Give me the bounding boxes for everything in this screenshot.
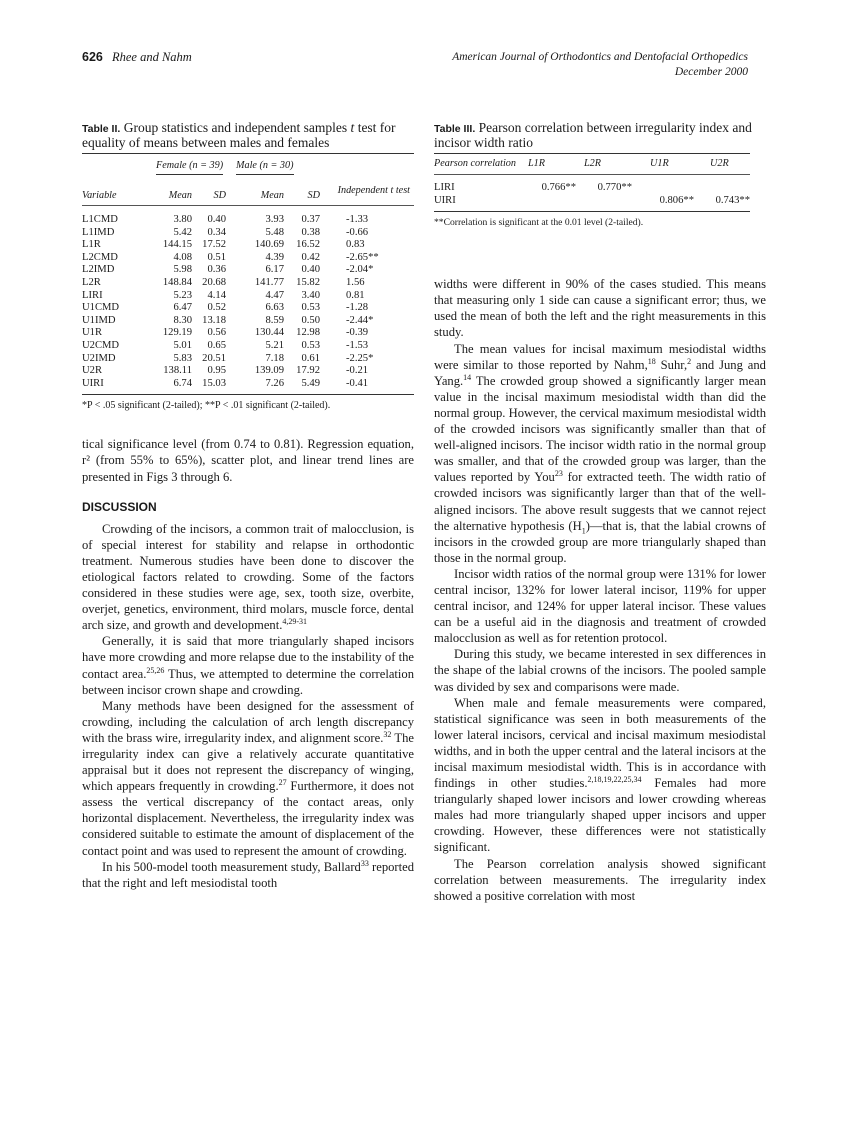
cell-value: 0.40 (207, 214, 226, 225)
table-2-body (82, 206, 414, 395)
cell-value: 8.59 (265, 314, 284, 326)
cell-value: 0.40 (301, 264, 320, 276)
cell-variable: U1R (82, 327, 103, 339)
left-column (82, 121, 414, 891)
cell-value: 5.01 (173, 339, 192, 351)
cell-value: 140.69 (254, 239, 284, 251)
cell-value: 6.47 (173, 302, 192, 314)
table-2-footnote: *P < .05 significant (2-tailed); **P < .01 significant (2-tailed). (82, 400, 331, 412)
cell-value: 0.38 (301, 226, 320, 238)
table-row (82, 264, 414, 277)
group-header-female: Female (n = 39) (156, 160, 223, 175)
cell-value: 12.98 (296, 327, 320, 339)
group-header-male: Male (n = 30) (236, 160, 294, 175)
table-row (82, 365, 414, 378)
cell-variable: UIRI (82, 377, 104, 389)
cell-value: 0.766** (541, 182, 576, 193)
cell-value: 0.34 (207, 226, 226, 238)
left-body-text (82, 436, 414, 891)
col-header-u1r: U1R (650, 158, 669, 169)
cell-value: 3.80 (173, 214, 192, 225)
table-3-footnote: **Correlation is significant at the 0.01 level (2-tailed). (434, 217, 644, 229)
cell-value: 138.11 (163, 365, 192, 377)
cell-variable: LIRI (434, 182, 455, 193)
cell-value: 20.68 (202, 276, 226, 288)
table-2 (82, 121, 414, 411)
col-header-female-sd: SD (213, 190, 226, 201)
cell-value: 0.50 (301, 314, 320, 326)
cell-variable: L2R (82, 276, 101, 288)
cell-value: 4.08 (173, 251, 192, 263)
cell-value: 17.52 (202, 239, 226, 251)
cell-value (576, 195, 632, 212)
col-header-l2r: L2R (584, 158, 601, 169)
cell-value: 0.42 (301, 251, 320, 263)
table-2-caption: Table II. Group statistics and independent samples t test for equality of means between males and females (82, 120, 396, 150)
cell-variable: LIRI (82, 289, 103, 301)
page-number: 626 (82, 50, 103, 64)
table-row (82, 239, 414, 252)
cell-variable: L1R (82, 239, 101, 251)
cell-value: 1.56 (346, 276, 365, 288)
col-header-variable: Variable (82, 190, 117, 201)
cell-value: 0.37 (301, 214, 320, 225)
cell-value: -0.66 (346, 226, 369, 238)
paragraph: In his 500-model tooth measurement study, Ballard$^{33}$ reported that the right and left mesiodistal tooth (82, 858, 414, 890)
paragraph: Incisor width ratios of the normal group were 131% for lower central incisor, 132% for lower lateral incisor, 119% for upper central incisor, and 124% for upper lateral incisor. These values can be a useful aid in the diagnosis and treatment of crowded malocclusion as well as for retention protocol. (434, 566, 766, 646)
col-header-female-mean: Mean (168, 190, 192, 201)
cell-value: 3.40 (301, 289, 320, 301)
cell-value: 5.48 (265, 226, 284, 238)
cell-value: 141.77 (254, 276, 284, 288)
cell-value: 0.95 (207, 365, 226, 377)
cell-value: 6.63 (265, 302, 284, 314)
cell-variable: L1CMD (82, 214, 118, 225)
table-3-grid (434, 153, 750, 212)
cell-value: 0.56 (207, 327, 226, 339)
table-row (82, 327, 414, 340)
cell-value: -2.44* (346, 314, 374, 326)
cell-value: 139.09 (254, 365, 284, 377)
cell-value: 8.30 (173, 314, 192, 326)
running-header-left (82, 50, 192, 65)
cell-value: 7.26 (265, 377, 284, 389)
table-2-grid (82, 153, 414, 395)
cell-value: 0.53 (301, 302, 320, 314)
cell-value: 0.770** (597, 182, 632, 193)
cell-value: 0.81 (346, 289, 365, 301)
cell-value: 0.806** (659, 194, 694, 206)
table-row (82, 206, 414, 227)
cell-value: 0.65 (207, 339, 226, 351)
cell-value: 5.98 (173, 264, 192, 276)
cell-variable: U2R (82, 365, 103, 377)
cell-value: -2.04* (346, 264, 374, 276)
cell-value: 4.47 (265, 289, 284, 301)
table-row (82, 353, 414, 366)
table-row (82, 378, 414, 395)
table-row (434, 175, 750, 195)
cell-value: 5.21 (265, 339, 284, 351)
cell-value: 5.83 (173, 352, 192, 364)
cell-value: 15.03 (202, 377, 226, 389)
table-row (82, 227, 414, 240)
cell-value: 0.36 (207, 264, 226, 276)
table-row (82, 277, 414, 290)
paragraph: During this study, we became interested in sex differences in the shape of the labial crowns of the incisors. The pooled sample was divided by sex and comparisons were made. (434, 647, 766, 694)
cell-variable: U2IMD (82, 352, 116, 364)
cell-value: 4.39 (265, 251, 284, 263)
cell-value: 6.74 (173, 377, 192, 389)
cell-value: 144.15 (162, 239, 192, 251)
table-row (434, 195, 750, 212)
cell-value: 4.14 (207, 289, 226, 301)
paragraph-continued: tical significance level (from 0.74 to 0.81). Regression equation, r² (from 55% to 65%), scatter plot, and linear trend lines are presented in Figs 3 through 6. (82, 437, 414, 484)
table-row (82, 252, 414, 265)
cell-value: 148.84 (162, 276, 192, 288)
table-row (82, 315, 414, 328)
section-heading-discussion: DISCUSSION (82, 499, 157, 514)
cell-value: 0.61 (301, 352, 320, 364)
cell-value: -1.33 (346, 214, 369, 225)
col-header-t-test: Independent t test (337, 184, 410, 196)
cell-value: -0.41 (346, 377, 369, 389)
cell-value: 0.53 (301, 339, 320, 351)
cell-value: -0.39 (346, 327, 369, 339)
cell-variable: L2CMD (82, 251, 118, 263)
cell-variable: UIRI (434, 194, 456, 206)
cell-value: 0.52 (207, 302, 226, 314)
paragraph-continued: widths were different in 90% of the cases studied. This means that measuring only 1 side can cause a significant error; thus, we used the mean of both the left and the right measurements in this study. (434, 277, 766, 340)
cell-value: 5.49 (301, 377, 320, 389)
paragraph: Many methods have been designed for the assessment of crowding, including the calculation of arch length discrepancy with the brass wire, irregularity index, and alignment score.$^{32}$ The irregularity index can give a relatively accurate quantitative appraisal but it does not represent the discrepancy of winging, which appears frequently in crowding.$^{27}$ Furthermore, it does not assess the vertical discrepancy of the contact areas, only horizontal displacement. Nevertheless, the irregularity index was considered suitable to estimate the amount of displacement of the contact point and was used to represent the amount of crowding. (82, 698, 414, 858)
cell-variable: U1IMD (82, 314, 116, 326)
paragraph: The mean values for incisal maximum mesiodistal widths were similar to those reported by Nahm,$^{18}$ Suhr,$^2$ and Jung and Yang.$^{14}$ The crowded group showed a significantly larger mean value in the incisal maximum mesiodistal width than did the normal group. However, the cervical maximum mesiodistal width of the crowded incisors was significantly smaller than that of well-aligned incisors. The incisor width ratio in the normal group was smaller, and that of the crowded group was larger, than the values reported by You$^{23}$ for extracted teeth. The width ratio of crowded incisors was significantly larger than that of the well-aligned incisors. The above result suggests that we cannot reject the alternative hypothesis $(H_1)—that$ is, that the labial crowns of incisors in the crowded group are more triangularly shaped than those in the normal group. (434, 341, 766, 565)
table-row (82, 290, 414, 303)
cell-value: 0.743** (715, 194, 750, 206)
table-3-caption: Table III. Pearson correlation between irregularity index and incisor width ratio (434, 120, 752, 150)
cell-value: -1.28 (346, 302, 369, 314)
cell-variable: L1IMD (82, 226, 115, 238)
col-header-pearson: Pearson correlation (434, 158, 516, 169)
cell-value: 7.18 (265, 352, 284, 364)
col-header-l1r: L1R (528, 158, 545, 169)
cell-value: 130.44 (254, 327, 284, 339)
paragraph: Crowding of the incisors, a common trait of malocclusion, is of special interest for stability and relapse in orthodontic treatment. Numerous studies have been done to discover the etiological factors related to crowding. Some of the factors considered in these studies were age, sex, tooth size, overbite, overjet, genetics, environment, third molars, muscle force, dental arch size, and growth and development.$^{4,29-31}$ (82, 521, 414, 633)
cell-value: 5.42 (173, 226, 192, 238)
cell-value (694, 175, 750, 195)
issue-date: December 2000 (674, 66, 748, 78)
table-3 (434, 121, 766, 228)
table-row (82, 302, 414, 315)
table-3-body (434, 175, 750, 212)
cell-value: -0.21 (346, 365, 369, 377)
cell-value: 129.19 (162, 327, 192, 339)
cell-value: 5.23 (173, 289, 192, 301)
col-header-u2r: U2R (710, 158, 729, 169)
col-header-male-sd: SD (307, 190, 320, 201)
table-row (82, 340, 414, 353)
right-column (434, 121, 766, 904)
cell-value: 0.51 (207, 251, 226, 263)
cell-value: 16.52 (296, 239, 320, 251)
cell-value (524, 195, 576, 212)
cell-value: -2.65** (346, 251, 379, 263)
right-body-text (434, 276, 766, 904)
cell-value: 17.92 (296, 365, 320, 377)
cell-variable: L2IMD (82, 264, 115, 276)
cell-value: 3.93 (265, 214, 284, 225)
cell-value: -1.53 (346, 339, 369, 351)
paragraph: The Pearson correlation analysis showed significant correlation between measurements. The irregularity index showed a positive correlation with most (434, 856, 766, 903)
cell-variable: U2CMD (82, 339, 120, 351)
cell-value: 20.51 (202, 352, 226, 364)
cell-value: 15.82 (296, 276, 320, 288)
running-header-right (452, 50, 748, 80)
running-authors: Rhee and Nahm (111, 50, 192, 64)
paragraph: Generally, it is said that more triangularly shaped incisors have more crowding and more relapse due to the instability of the contact area.$^{25,26}$ Thus, we attempted to determine the correlation between incisor crown shape and crowding. (82, 634, 414, 697)
cell-value: 6.17 (265, 264, 284, 276)
cell-value: 13.18 (202, 314, 226, 326)
journal-name: American Journal of Orthodontics and Dentofacial Orthopedics (452, 51, 748, 63)
cell-value (632, 175, 694, 195)
cell-variable: U1CMD (82, 302, 120, 314)
paragraph: When male and female measurements were compared, statistical significance was seen in both measurements of the lower lateral incisors, cervical and incisal maximum mesiodistal widths, and in both the upper central and the lateral incisors at the incisal maximum mesiodistal width. This is in accordance with findings in other studies.$^{2,18,19,22,25,34}$ Females had more triangularly shaped lower incisors and lower crowding whereas males had more triangularly shaped upper incisors and upper crowding. However, these differences were not statistically significant. (434, 695, 766, 855)
cell-value: 0.83 (346, 239, 365, 251)
cell-value: -2.25* (346, 352, 374, 364)
col-header-male-mean: Mean (260, 190, 284, 201)
